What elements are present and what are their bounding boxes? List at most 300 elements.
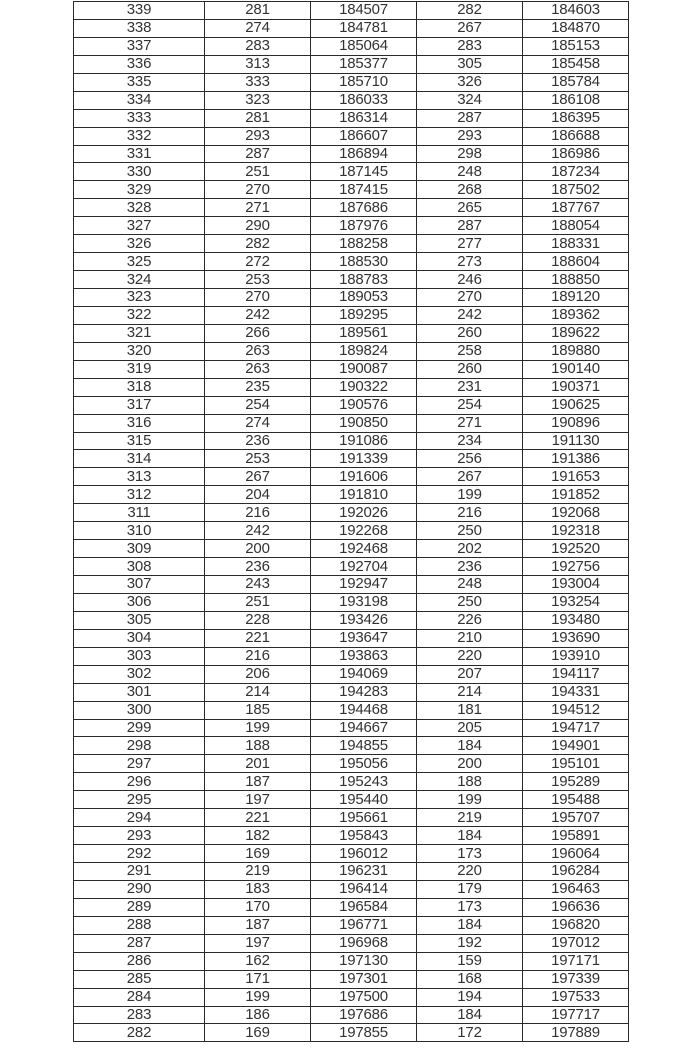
cell-score: 313 — [74, 468, 205, 486]
cell-count-b: 273 — [417, 253, 523, 271]
table-row — [74, 468, 629, 486]
cell-cumulative-b: 193004 — [523, 576, 629, 594]
cell-count-b: 205 — [417, 719, 523, 737]
cell-cumulative-a: 190850 — [311, 414, 417, 432]
cell-cumulative-a: 191606 — [311, 468, 417, 486]
cell-cumulative-a: 191339 — [311, 450, 417, 468]
cell-score: 295 — [74, 791, 205, 809]
table-row — [74, 271, 629, 289]
table-row — [74, 109, 629, 127]
table-row — [74, 360, 629, 378]
cell-count-b: 287 — [417, 109, 523, 127]
cell-count-a: 270 — [205, 181, 311, 199]
cell-count-a: 214 — [205, 683, 311, 701]
cell-count-b: 172 — [417, 1024, 523, 1042]
table-row — [74, 145, 629, 163]
cell-cumulative-b: 191852 — [523, 486, 629, 504]
cell-score: 288 — [74, 916, 205, 934]
table-row — [74, 737, 629, 755]
table-row — [74, 450, 629, 468]
table-row — [74, 19, 629, 37]
cell-count-a: 243 — [205, 576, 311, 594]
cell-cumulative-b: 197717 — [523, 1006, 629, 1024]
cell-cumulative-b: 195289 — [523, 773, 629, 791]
cell-cumulative-a: 196231 — [311, 863, 417, 881]
cell-count-a: 187 — [205, 773, 311, 791]
cell-cumulative-b: 197533 — [523, 988, 629, 1006]
cell-cumulative-b: 197339 — [523, 970, 629, 988]
cell-cumulative-a: 192268 — [311, 522, 417, 540]
cell-cumulative-b: 195891 — [523, 827, 629, 845]
cell-cumulative-a: 193863 — [311, 647, 417, 665]
table-row — [74, 163, 629, 181]
cell-cumulative-b: 194117 — [523, 665, 629, 683]
cell-count-b: 270 — [417, 289, 523, 307]
cell-cumulative-a: 195440 — [311, 791, 417, 809]
cell-cumulative-b: 196820 — [523, 916, 629, 934]
cell-cumulative-a: 184507 — [311, 2, 417, 20]
cell-cumulative-a: 190576 — [311, 396, 417, 414]
cell-count-a: 221 — [205, 629, 311, 647]
cell-cumulative-a: 196968 — [311, 934, 417, 952]
table-row — [74, 880, 629, 898]
cell-count-a: 201 — [205, 755, 311, 773]
table-row — [74, 647, 629, 665]
cell-count-a: 171 — [205, 970, 311, 988]
cell-count-a: 253 — [205, 450, 311, 468]
table-row — [74, 306, 629, 324]
cell-count-b: 231 — [417, 378, 523, 396]
cell-count-b: 219 — [417, 809, 523, 827]
cell-cumulative-a: 197301 — [311, 970, 417, 988]
cell-count-a: 219 — [205, 863, 311, 881]
cell-count-b: 210 — [417, 629, 523, 647]
cell-count-b: 256 — [417, 450, 523, 468]
cell-count-a: 197 — [205, 791, 311, 809]
cell-cumulative-b: 187502 — [523, 181, 629, 199]
cell-score: 305 — [74, 611, 205, 629]
cell-cumulative-b: 195488 — [523, 791, 629, 809]
cell-cumulative-a: 187686 — [311, 199, 417, 217]
cell-cumulative-b: 189120 — [523, 289, 629, 307]
cell-cumulative-b: 195707 — [523, 809, 629, 827]
cell-score: 306 — [74, 593, 205, 611]
cell-count-a: 271 — [205, 199, 311, 217]
cell-score: 318 — [74, 378, 205, 396]
cell-count-a: 272 — [205, 253, 311, 271]
cell-cumulative-b: 193480 — [523, 611, 629, 629]
cell-cumulative-a: 196414 — [311, 880, 417, 898]
cell-cumulative-a: 197500 — [311, 988, 417, 1006]
cell-count-a: 204 — [205, 486, 311, 504]
cell-score: 322 — [74, 306, 205, 324]
cell-cumulative-b: 186108 — [523, 91, 629, 109]
cell-count-b: 248 — [417, 576, 523, 594]
cell-score: 333 — [74, 109, 205, 127]
table-row — [74, 701, 629, 719]
cell-count-b: 265 — [417, 199, 523, 217]
cell-cumulative-a: 185710 — [311, 73, 417, 91]
cell-count-a: 242 — [205, 522, 311, 540]
table-row — [74, 773, 629, 791]
cell-count-a: 216 — [205, 504, 311, 522]
cell-count-a: 200 — [205, 540, 311, 558]
cell-cumulative-b: 194901 — [523, 737, 629, 755]
cell-score: 286 — [74, 952, 205, 970]
cell-count-a: 266 — [205, 324, 311, 342]
cell-count-b: 242 — [417, 306, 523, 324]
cell-cumulative-b: 193690 — [523, 629, 629, 647]
table-row — [74, 181, 629, 199]
cell-count-b: 199 — [417, 791, 523, 809]
cell-count-a: 188 — [205, 737, 311, 755]
cell-cumulative-b: 185153 — [523, 37, 629, 55]
cell-cumulative-a: 187145 — [311, 163, 417, 181]
cell-cumulative-b: 191653 — [523, 468, 629, 486]
table-row — [74, 127, 629, 145]
cell-cumulative-b: 184870 — [523, 19, 629, 37]
cell-score: 293 — [74, 827, 205, 845]
table-row — [74, 289, 629, 307]
cell-cumulative-a: 186607 — [311, 127, 417, 145]
cell-score: 289 — [74, 898, 205, 916]
cell-count-a: 254 — [205, 396, 311, 414]
cell-score: 283 — [74, 1006, 205, 1024]
table-row — [74, 522, 629, 540]
table-row — [74, 845, 629, 863]
cell-score: 291 — [74, 863, 205, 881]
table-row — [74, 611, 629, 629]
cell-count-a: 281 — [205, 2, 311, 20]
cell-cumulative-a: 194283 — [311, 683, 417, 701]
cell-score: 316 — [74, 414, 205, 432]
cell-score: 285 — [74, 970, 205, 988]
cell-count-a: 290 — [205, 217, 311, 235]
cell-count-b: 184 — [417, 827, 523, 845]
cell-cumulative-a: 194667 — [311, 719, 417, 737]
cell-cumulative-a: 192947 — [311, 576, 417, 594]
cell-cumulative-b: 196064 — [523, 845, 629, 863]
cell-cumulative-b: 192318 — [523, 522, 629, 540]
cell-cumulative-b: 194717 — [523, 719, 629, 737]
cell-score: 284 — [74, 988, 205, 1006]
cell-count-b: 173 — [417, 845, 523, 863]
cell-cumulative-b: 191386 — [523, 450, 629, 468]
cell-count-a: 263 — [205, 360, 311, 378]
cell-count-a: 206 — [205, 665, 311, 683]
cell-score: 317 — [74, 396, 205, 414]
cell-cumulative-a: 188258 — [311, 235, 417, 253]
cell-count-b: 168 — [417, 970, 523, 988]
cell-score: 325 — [74, 253, 205, 271]
cell-cumulative-b: 187767 — [523, 199, 629, 217]
cell-score: 310 — [74, 522, 205, 540]
table-row — [74, 719, 629, 737]
cell-count-b: 298 — [417, 145, 523, 163]
cell-cumulative-b: 186395 — [523, 109, 629, 127]
cell-count-b: 184 — [417, 916, 523, 934]
cell-cumulative-b: 192068 — [523, 504, 629, 522]
cell-cumulative-a: 196012 — [311, 845, 417, 863]
cell-cumulative-b: 191130 — [523, 432, 629, 450]
cell-count-a: 274 — [205, 19, 311, 37]
cell-score: 339 — [74, 2, 205, 20]
cell-cumulative-b: 188604 — [523, 253, 629, 271]
table-row — [74, 593, 629, 611]
cell-score: 290 — [74, 880, 205, 898]
cell-cumulative-a: 193198 — [311, 593, 417, 611]
cell-cumulative-b: 190371 — [523, 378, 629, 396]
cell-cumulative-b: 185784 — [523, 73, 629, 91]
cell-score: 299 — [74, 719, 205, 737]
table-row — [74, 827, 629, 845]
cell-count-b: 277 — [417, 235, 523, 253]
cell-cumulative-a: 189561 — [311, 324, 417, 342]
cell-score: 326 — [74, 235, 205, 253]
cell-count-b: 194 — [417, 988, 523, 1006]
table-row — [74, 396, 629, 414]
cell-count-a: 253 — [205, 271, 311, 289]
cell-cumulative-b: 196636 — [523, 898, 629, 916]
cell-count-b: 258 — [417, 342, 523, 360]
cell-cumulative-a: 196771 — [311, 916, 417, 934]
table-row — [74, 629, 629, 647]
table-row — [74, 504, 629, 522]
cell-cumulative-a: 192026 — [311, 504, 417, 522]
cell-count-b: 283 — [417, 37, 523, 55]
cell-count-a: 283 — [205, 37, 311, 55]
cell-score: 296 — [74, 773, 205, 791]
table-row — [74, 55, 629, 73]
cell-cumulative-b: 190140 — [523, 360, 629, 378]
table-row — [74, 683, 629, 701]
cell-cumulative-b: 192756 — [523, 558, 629, 576]
cell-count-b: 173 — [417, 898, 523, 916]
cell-count-a: 274 — [205, 414, 311, 432]
cell-count-b: 248 — [417, 163, 523, 181]
score-distribution-table — [73, 1, 629, 1042]
cell-cumulative-a: 194069 — [311, 665, 417, 683]
cell-cumulative-b: 190896 — [523, 414, 629, 432]
cell-count-a: 162 — [205, 952, 311, 970]
cell-count-a: 287 — [205, 145, 311, 163]
cell-count-a: 323 — [205, 91, 311, 109]
cell-cumulative-b: 193254 — [523, 593, 629, 611]
table-row — [74, 217, 629, 235]
table-row — [74, 91, 629, 109]
cell-count-a: 183 — [205, 880, 311, 898]
cell-count-b: 287 — [417, 217, 523, 235]
cell-cumulative-a: 195056 — [311, 755, 417, 773]
cell-cumulative-b: 197889 — [523, 1024, 629, 1042]
table-row — [74, 342, 629, 360]
cell-cumulative-a: 197855 — [311, 1024, 417, 1042]
cell-score: 324 — [74, 271, 205, 289]
cell-count-b: 202 — [417, 540, 523, 558]
cell-count-b: 236 — [417, 558, 523, 576]
cell-cumulative-a: 190087 — [311, 360, 417, 378]
cell-score: 334 — [74, 91, 205, 109]
cell-cumulative-b: 194512 — [523, 701, 629, 719]
cell-count-b: 267 — [417, 468, 523, 486]
cell-count-a: 182 — [205, 827, 311, 845]
cell-cumulative-a: 187976 — [311, 217, 417, 235]
cell-cumulative-b: 186986 — [523, 145, 629, 163]
cell-cumulative-b: 189362 — [523, 306, 629, 324]
cell-cumulative-a: 196584 — [311, 898, 417, 916]
cell-cumulative-b: 188054 — [523, 217, 629, 235]
cell-count-a: 228 — [205, 611, 311, 629]
cell-cumulative-a: 191086 — [311, 432, 417, 450]
cell-score: 312 — [74, 486, 205, 504]
table-row — [74, 916, 629, 934]
table-row — [74, 970, 629, 988]
table-row — [74, 1006, 629, 1024]
cell-count-a: 251 — [205, 593, 311, 611]
cell-score: 282 — [74, 1024, 205, 1042]
cell-count-b: 267 — [417, 19, 523, 37]
table-row — [74, 253, 629, 271]
cell-score: 294 — [74, 809, 205, 827]
cell-count-a: 170 — [205, 898, 311, 916]
table-row — [74, 378, 629, 396]
cell-count-b: 293 — [417, 127, 523, 145]
table-row — [74, 1024, 629, 1042]
table-row — [74, 432, 629, 450]
cell-count-a: 263 — [205, 342, 311, 360]
cell-count-a: 293 — [205, 127, 311, 145]
cell-count-a: 235 — [205, 378, 311, 396]
cell-count-b: 184 — [417, 737, 523, 755]
cell-count-b: 268 — [417, 181, 523, 199]
cell-score: 329 — [74, 181, 205, 199]
cell-count-b: 216 — [417, 504, 523, 522]
cell-cumulative-a: 197130 — [311, 952, 417, 970]
table-body — [74, 2, 629, 1042]
cell-score: 331 — [74, 145, 205, 163]
cell-score: 307 — [74, 576, 205, 594]
cell-cumulative-a: 186314 — [311, 109, 417, 127]
cell-score: 323 — [74, 289, 205, 307]
cell-count-a: 216 — [205, 647, 311, 665]
cell-score: 336 — [74, 55, 205, 73]
cell-count-b: 260 — [417, 324, 523, 342]
cell-score: 301 — [74, 683, 205, 701]
cell-cumulative-a: 193647 — [311, 629, 417, 647]
cell-count-a: 242 — [205, 306, 311, 324]
cell-cumulative-b: 197171 — [523, 952, 629, 970]
cell-count-b: 188 — [417, 773, 523, 791]
cell-count-b: 250 — [417, 522, 523, 540]
cell-count-a: 282 — [205, 235, 311, 253]
cell-count-a: 281 — [205, 109, 311, 127]
cell-score: 321 — [74, 324, 205, 342]
cell-count-b: 181 — [417, 701, 523, 719]
table-row — [74, 791, 629, 809]
cell-score: 332 — [74, 127, 205, 145]
cell-count-a: 251 — [205, 163, 311, 181]
cell-count-a: 199 — [205, 719, 311, 737]
cell-score: 300 — [74, 701, 205, 719]
cell-score: 297 — [74, 755, 205, 773]
cell-cumulative-a: 191810 — [311, 486, 417, 504]
table-row — [74, 486, 629, 504]
cell-cumulative-b: 196463 — [523, 880, 629, 898]
cell-count-b: 305 — [417, 55, 523, 73]
cell-count-a: 236 — [205, 558, 311, 576]
table-row — [74, 755, 629, 773]
table-row — [74, 898, 629, 916]
cell-cumulative-a: 190322 — [311, 378, 417, 396]
cell-count-b: 254 — [417, 396, 523, 414]
table-row — [74, 37, 629, 55]
table-row — [74, 934, 629, 952]
cell-count-a: 169 — [205, 845, 311, 863]
cell-cumulative-a: 189824 — [311, 342, 417, 360]
cell-cumulative-a: 192468 — [311, 540, 417, 558]
cell-count-b: 282 — [417, 2, 523, 20]
table-row — [74, 558, 629, 576]
cell-cumulative-a: 193426 — [311, 611, 417, 629]
cell-count-b: 199 — [417, 486, 523, 504]
cell-cumulative-b: 189880 — [523, 342, 629, 360]
table-row — [74, 2, 629, 20]
cell-score: 309 — [74, 540, 205, 558]
cell-cumulative-b: 186688 — [523, 127, 629, 145]
cell-cumulative-b: 188850 — [523, 271, 629, 289]
table-row — [74, 665, 629, 683]
table-row — [74, 576, 629, 594]
cell-count-a: 187 — [205, 916, 311, 934]
cell-cumulative-b: 185458 — [523, 55, 629, 73]
cell-count-b: 200 — [417, 755, 523, 773]
cell-cumulative-b: 197012 — [523, 934, 629, 952]
cell-cumulative-a: 186033 — [311, 91, 417, 109]
cell-cumulative-a: 189053 — [311, 289, 417, 307]
cell-count-a: 186 — [205, 1006, 311, 1024]
cell-count-a: 221 — [205, 809, 311, 827]
cell-count-b: 246 — [417, 271, 523, 289]
cell-score: 319 — [74, 360, 205, 378]
cell-cumulative-a: 188783 — [311, 271, 417, 289]
cell-score: 335 — [74, 73, 205, 91]
table-row — [74, 73, 629, 91]
cell-cumulative-b: 196284 — [523, 863, 629, 881]
cell-cumulative-a: 189295 — [311, 306, 417, 324]
cell-count-a: 199 — [205, 988, 311, 1006]
table-row — [74, 324, 629, 342]
cell-score: 308 — [74, 558, 205, 576]
cell-cumulative-b: 194331 — [523, 683, 629, 701]
cell-count-b: 214 — [417, 683, 523, 701]
cell-cumulative-a: 185377 — [311, 55, 417, 73]
cell-count-a: 185 — [205, 701, 311, 719]
cell-count-b: 184 — [417, 1006, 523, 1024]
cell-score: 314 — [74, 450, 205, 468]
cell-score: 328 — [74, 199, 205, 217]
table-row — [74, 863, 629, 881]
table-row — [74, 809, 629, 827]
cell-count-a: 333 — [205, 73, 311, 91]
cell-count-b: 220 — [417, 863, 523, 881]
cell-count-b: 234 — [417, 432, 523, 450]
cell-score: 327 — [74, 217, 205, 235]
cell-score: 304 — [74, 629, 205, 647]
cell-score: 311 — [74, 504, 205, 522]
cell-count-b: 207 — [417, 665, 523, 683]
cell-cumulative-a: 194468 — [311, 701, 417, 719]
cell-cumulative-a: 186894 — [311, 145, 417, 163]
